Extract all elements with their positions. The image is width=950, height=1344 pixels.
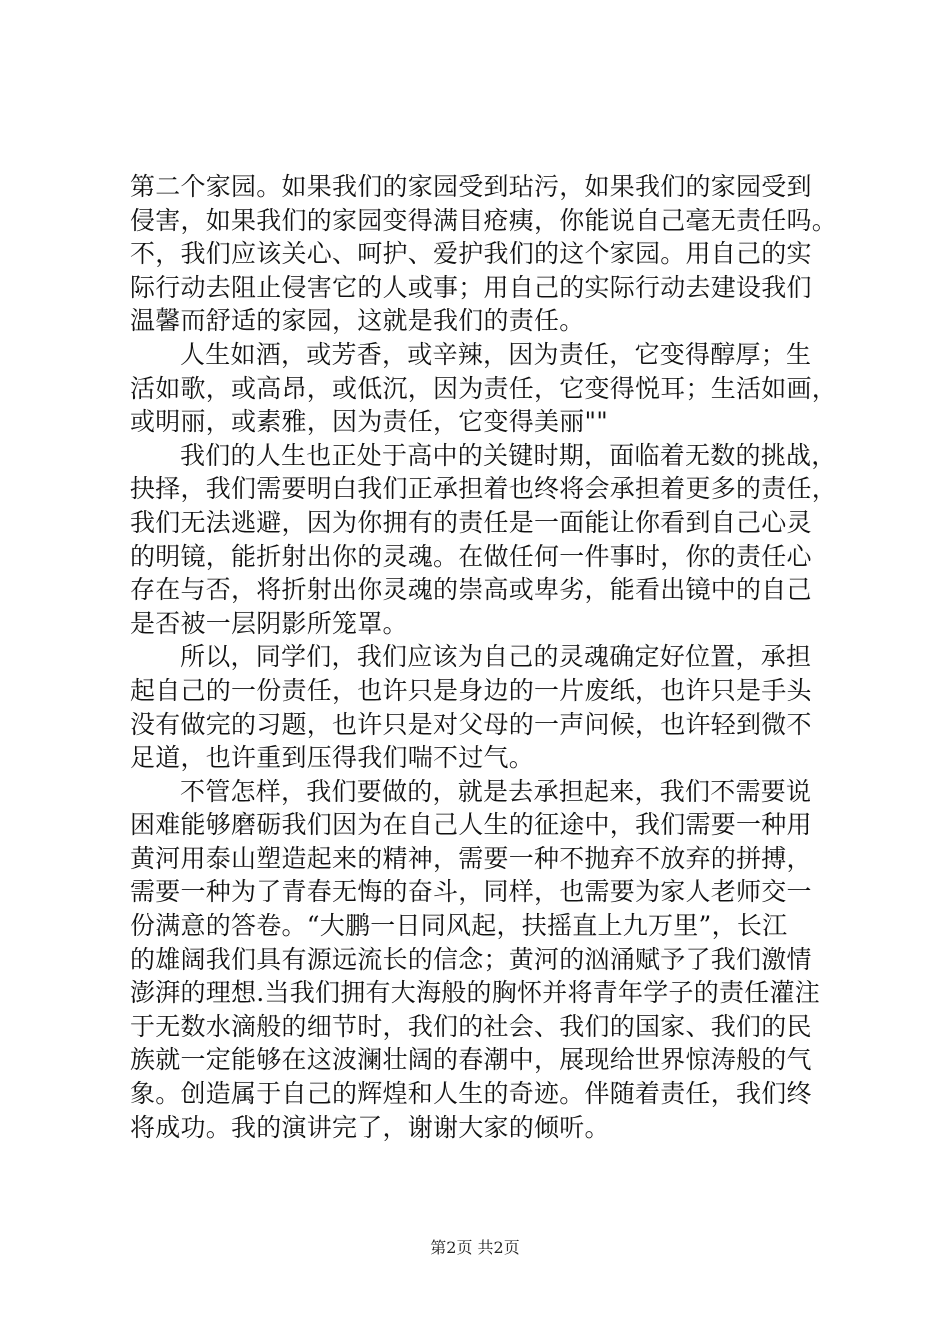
page-footer: 第2页 共2页	[430, 1238, 520, 1257]
text-line: 需要一种为了青春无悔的奋斗，同样，也需要为家人老师交一	[130, 877, 812, 907]
text-line: 温馨而舒适的家园，这就是我们的责任。	[130, 306, 585, 336]
text-line: 将成功。我的演讲完了，谢谢大家的倾听。	[130, 1112, 610, 1142]
text-line: 没有做完的习题，也许只是对父母的一声问候，也许轻到微不	[130, 709, 812, 739]
text-line: 抉择，我们需要明白我们正承担着也终将会承担着更多的责任，	[130, 474, 838, 504]
text-line: 黄河用泰山塑造起来的精神，需要一种不抛弃不放弃的拼搏，	[130, 843, 812, 873]
document-body	[130, 170, 838, 1144]
text-line: 是否被一层阴影所笼罩。	[130, 608, 408, 638]
text-line: 侵害，如果我们的家园变得满目疮痍，你能说自己毫无责任吗。	[130, 205, 838, 235]
text-line: 或明丽，或素雅，因为责任，它变得美丽""	[130, 407, 608, 437]
text-line: 的雄阔我们具有源远流长的信念；黄河的汹涌赋予了我们激情	[130, 944, 812, 974]
text-line: 存在与否，将折射出你灵魂的崇高或卑劣，能看出镜中的自己	[130, 575, 812, 605]
text-line: 不管怎样，我们要做的，就是去承担起来，我们不需要说	[180, 776, 812, 806]
text-line: 活如歌，或高昂，或低沉，因为责任，它变得悦耳；生活如画，	[130, 373, 838, 403]
text-line: 象。创造属于自己的辉煌和人生的奇迹。伴随着责任，我们终	[130, 1079, 812, 1109]
text-line: 于无数水滴般的细节时，我们的社会、我们的国家、我们的民	[130, 1011, 812, 1041]
text-line: 澎湃的理想.当我们拥有大海般的胸怀并将青年学子的责任灌注	[130, 978, 820, 1008]
text-line: 际行动去阻止侵害它的人或事；用自己的实际行动去建设我们	[130, 272, 812, 302]
text-line: 族就一定能够在这波澜壮阔的春潮中，展现给世界惊涛般的气	[130, 1045, 812, 1075]
text-line: 起自己的一份责任，也许只是身边的一片废纸，也许只是手头	[130, 675, 812, 705]
text-line: 份满意的答卷。“大鹏一日同风起，扶摇直上九万里”，长江	[130, 911, 788, 941]
text-line: 我们无法逃避，因为你拥有的责任是一面能让你看到自己心灵	[130, 507, 812, 537]
text-line: 不，我们应该关心、呵护、爱护我们的这个家园。用自己的实	[130, 239, 812, 269]
text-line: 困难能够磨砺我们因为在自己人生的征途中，我们需要一种用	[130, 810, 812, 840]
text-line: 第二个家园。如果我们的家园受到玷污，如果我们的家园受到	[130, 172, 812, 201]
text-line: 足道，也许重到压得我们喘不过气。	[130, 743, 535, 773]
text-line: 的明镜，能折射出你的灵魂。在做任何一件事时，你的责任心	[130, 541, 812, 571]
text-line: 人生如酒，或芳香，或辛辣，因为责任，它变得醇厚；生	[180, 339, 812, 369]
text-line: 所以，同学们，我们应该为自己的灵魂确定好位置，承担	[180, 642, 812, 672]
text-line: 我们的人生也正处于高中的关键时期，面临着无数的挑战，	[180, 440, 837, 470]
